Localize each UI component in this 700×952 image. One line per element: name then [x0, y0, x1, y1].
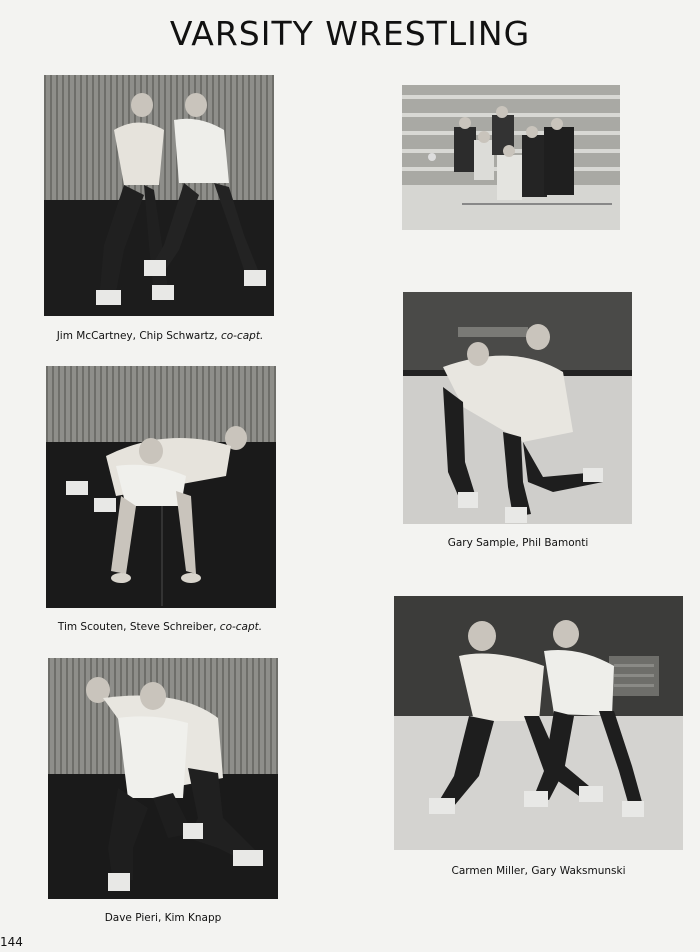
caption-role: co-capt. [220, 330, 264, 342]
caption-photo-4 [400, 537, 636, 549]
photo-sample-bamonti [403, 292, 632, 524]
photo-mccartney-schwartz [44, 75, 274, 316]
caption-photo-1 [30, 330, 290, 342]
page-title: VARSITY WRESTLING [169, 14, 531, 53]
caption-role: co-capt. [219, 621, 263, 633]
caption-names: Gary Sample, Phil Bamonti [447, 537, 589, 549]
photo-miller-waksmunski [394, 596, 683, 850]
caption-names: Dave Pieri, Kim Knapp [104, 912, 222, 924]
caption-photo-6 [394, 865, 683, 877]
photo-scouten-schreiber [46, 366, 276, 608]
caption-photo-5 [40, 912, 286, 924]
caption-names: Tim Scouten, Steve Schreiber, [57, 621, 217, 633]
photo-coaches-bleachers [402, 85, 620, 230]
caption-photo-3 [30, 621, 290, 633]
caption-names: Carmen Miller, Gary Waksmunski [451, 865, 626, 877]
photo-pieri-knapp [48, 658, 278, 899]
page-number: 144 [0, 935, 23, 949]
caption-names: Jim McCartney, Chip Schwartz, [56, 330, 218, 342]
